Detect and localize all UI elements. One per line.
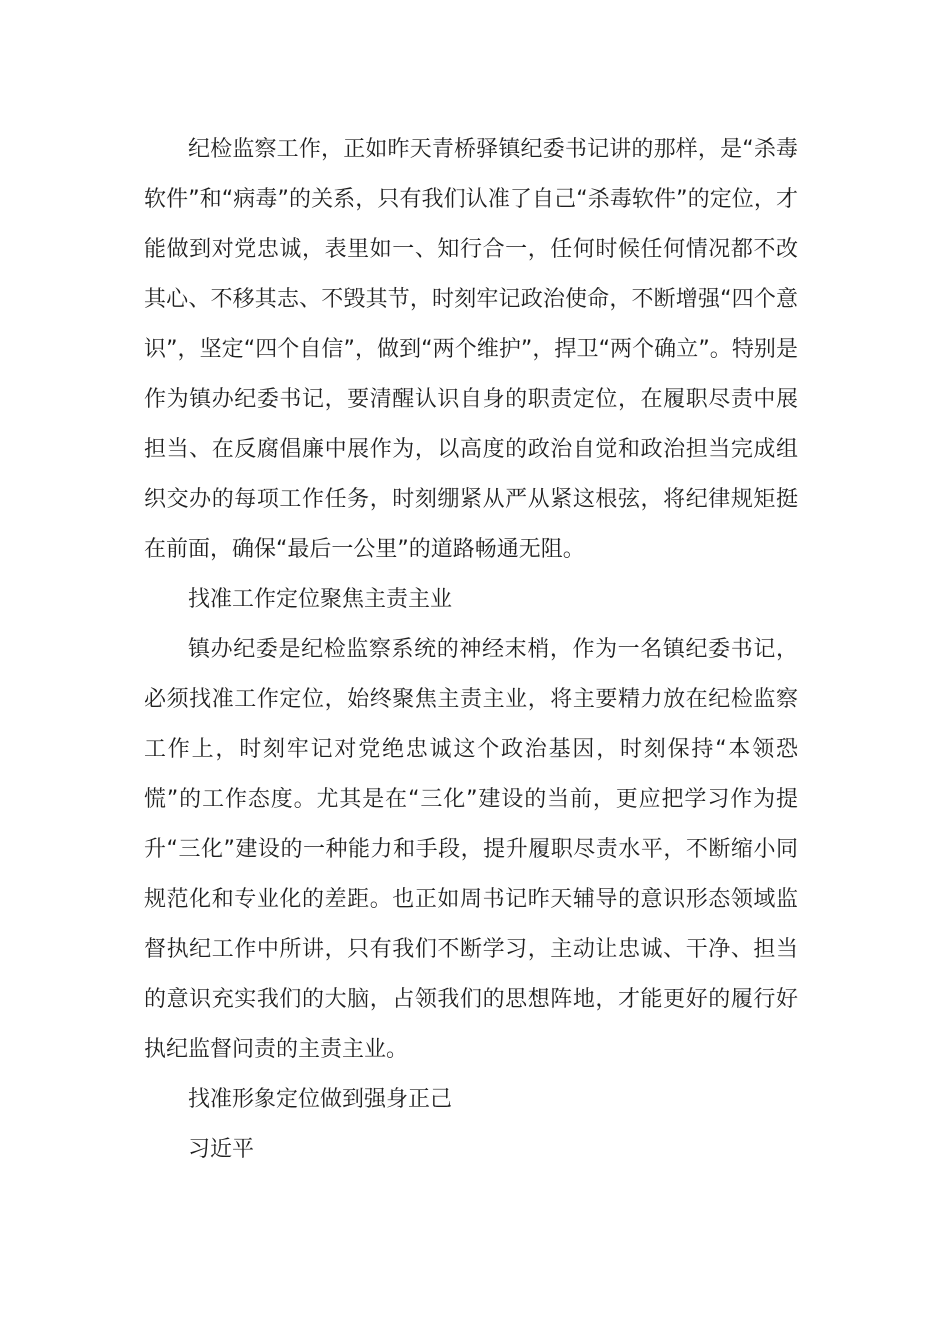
section-heading-image-positioning: 找准形象定位做到强身正己 <box>188 1087 453 1112</box>
paragraph-work-positioning: 镇办纪委是纪检监察系统的神经末梢，作为一名镇纪委书记，必须找准工作定位，始终聚焦主责主业，将主要精力放在纪检监察工作上，时刻牢记对党绝忠诚这个政治基因，时刻保持“本领恐慌”的工作态度。尤其是在“三化”建设的当前，更应把学习作为提升“三化”建设的一种能力和手段，提升履职尽责水平，不断缩小同规范化和专业化的差距。也正如周书记昨天辅导的意识形态领域监督执纪工作中所讲，只有我们不断学习，主动让忠诚、干净、担当的意识充实我们的大脑，占领我们的思想阵地，才能更好的履行好执纪监督问责的主责主业。 <box>144 637 798 1062</box>
paragraph-truncated: 习近平 <box>188 1137 255 1162</box>
document-body <box>144 125 798 1175</box>
section-heading-work-positioning: 找准工作定位聚焦主责主业 <box>188 587 453 612</box>
paragraph-intro: 纪检监察工作，正如昨天青桥驿镇纪委书记讲的那样，是“杀毒软件”和“病毒”的关系，只有我们认准了自己“杀毒软件”的定位，才能做到对党忠诚，表里如一、知行合一，任何时候任何情况都不改其心、不移其志、不毁其节，时刻牢记政治使命，不断增强“四个意识”，坚定“四个自信”，做到“两个维护”，捍卫“两个确立”。特别是作为镇办纪委书记，要清醒认识自身的职责定位，在履职尽责中展担当、在反腐倡廉中展作为，以高度的政治自觉和政治担当完成组织交办的每项工作任务，时刻绷紧从严从紧这根弦，将纪律规矩挺在前面，确保“最后一公里”的道路畅通无阻。 <box>144 137 798 562</box>
